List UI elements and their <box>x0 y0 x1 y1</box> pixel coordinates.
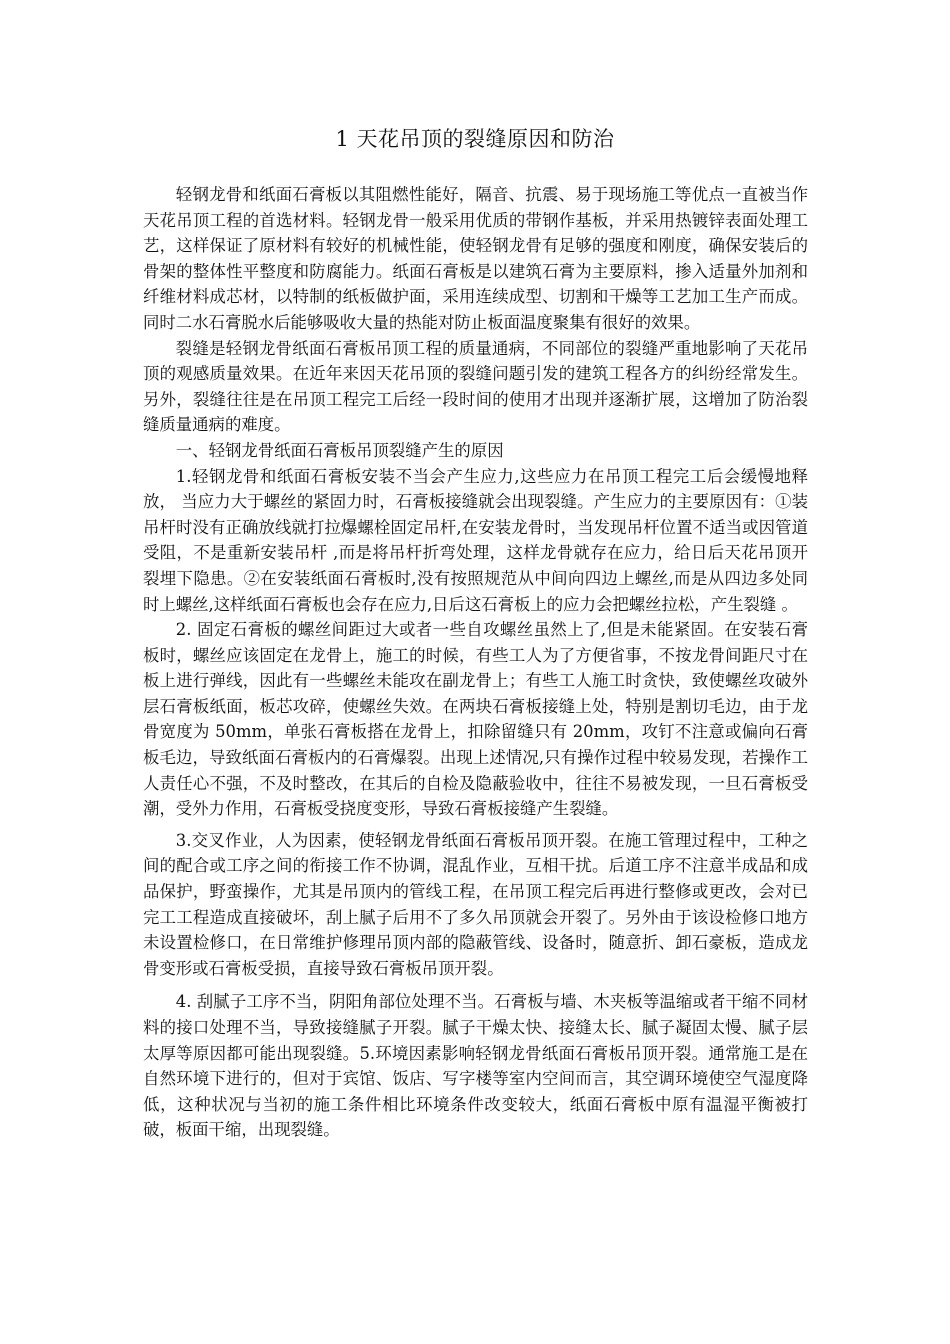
document-body <box>143 182 808 1143</box>
section-heading-causes: 一、轻钢龙骨纸面石膏板吊顶裂缝产生的原因 <box>175 440 504 460</box>
document-title: 1 天花吊顶的裂缝原因和防治 <box>335 127 615 151</box>
paragraph-cause-3: 3.交叉作业，人为因素，使轻钢龙骨纸面石膏板吊顶开裂。在施工管理过程中，工种之间的配合或工序之间的衔接工作不协调，混乱作业，互相干扰。后道工序不注意半成品和成品保护，野蛮操作，尤其是吊顶内的管线工程，在吊顶工程完后再进行整修或更改，会对已完工工程造成直接破坏，刮上腻子后用不了多久吊顶就会开裂了。另外由于该设检修口地方未设置检修口，在日常维护修理吊顶内部的隐蔽管线、设备时，随意折、卸石豪板，造成龙骨变形或石膏板受损，直接导致石膏板吊顶开裂。 <box>143 830 808 978</box>
paragraph-intro: 轻钢龙骨和纸面石膏板以其阻燃性能好，隔音、抗震、易于现场施工等优点一直被当作天花吊顶工程的首选材料。轻钢龙骨一般采用优质的带钢作基板，并采用热镀锌表面处理工艺，这样保证了原材料有较好的机械性能，使轻钢龙骨有足够的强度和刚度，确保安装后的骨架的整体性平整度和防腐能力。纸面石膏板是以建筑石膏为主要原料，掺入适量外加剂和纤维材料成芯材，以特制的纸板做护面，采用连续成型、切割和干燥等工艺加工生产而成。同时二水石膏脱水后能够吸收大量的热能对防止板面温度聚集有很好的效果。 <box>143 185 808 332</box>
paragraph-cause-4-5: 4. 刮腻子工序不当，阴阳角部位处理不当。石膏板与墙、木夹板等温缩或者干缩不同材料的接口处理不当，导致接缝腻子开裂。腻子干燥太快、接缝太长、腻子凝固太慢、腻子层太厚等原因都可能出现裂缝。5.环境因素影响轻钢龙骨纸面石膏板吊顶开裂。通常施工是在自然环境下进行的，但对于宾馆、饭店、写字楼等室内空间而言，其空调环境使空气湿度降低，这种状况与当初的施工条件相比环境条件改变较大，纸面石膏板中原有温湿平衡被打破，板面干缩，出现裂缝。 <box>143 992 808 1140</box>
paragraph-cause-1: 1.轻钢龙骨和纸面石膏板安装不当会产生应力,这些应力在吊顶工程完工后会缓慢地释放， 当应力大于螺丝的紧固力时，石膏板接缝就会出现裂缝。产生应力的主要原因有：①装吊杆时没有正确放线就打拉爆螺栓固定吊杆,在安装龙骨时，当发现吊杆位置不适当或因管道受阻，不是重新安装吊杆 ,而是将吊杆折弯处理，这样龙骨就存在应力，给日后天花吊顶开裂埋下隐患。②在安装纸面石膏板时,没有按照规范从中间向四边上螺丝,而是从四边多处同时上螺丝,这样纸面石膏板也会存在应力,日后这石膏板上的应力会把螺丝拉松，产生裂缝 。 <box>143 466 808 614</box>
paragraph-cracks-overview: 裂缝是轻钢龙骨纸面石膏板吊顶工程的质量通病，不同部位的裂缝严重地影响了天花吊顶的观感质量效果。在近年来因天花吊顶的裂缝问题引发的建筑工程各方的纠纷经常发生。另外，裂缝往往是在吊顶工程完工后经一段时间的使用才出现并逐渐扩展，这增加了防治裂缝质量通病的难度。 <box>143 338 808 435</box>
paragraph-cause-2: 2. 固定石膏板的螺丝间距过大或者一些自攻螺丝虽然上了,但是未能紧固。在安装石膏板时，螺丝应该固定在龙骨上，施工的时候，有些工人为了方便省事，不按龙骨间距尺寸在板上进行弹线，因此有一些螺丝未能攻在副龙骨上；有些工人施工时贪快，致使螺丝攻破外层石膏板纸面，板芯攻碎，使螺丝失效。在两块石膏板接缝上处，特别是割切毛边，由于龙骨宽度为 50mm，单张石膏板搭在龙骨上，扣除留缝只有 20mm，攻钉不注意或偏向石膏板毛边，导致纸面石膏板内的石膏爆裂。出现上述情况,只有操作过程中较易发现，若操作工人责任心不强，不及时整改，在其后的自检及隐蔽验收中，往往不易被发现，一旦石膏板受潮，受外力作用，石膏板受挠度变形，导致石膏板接缝产生裂缝。 <box>143 620 808 819</box>
